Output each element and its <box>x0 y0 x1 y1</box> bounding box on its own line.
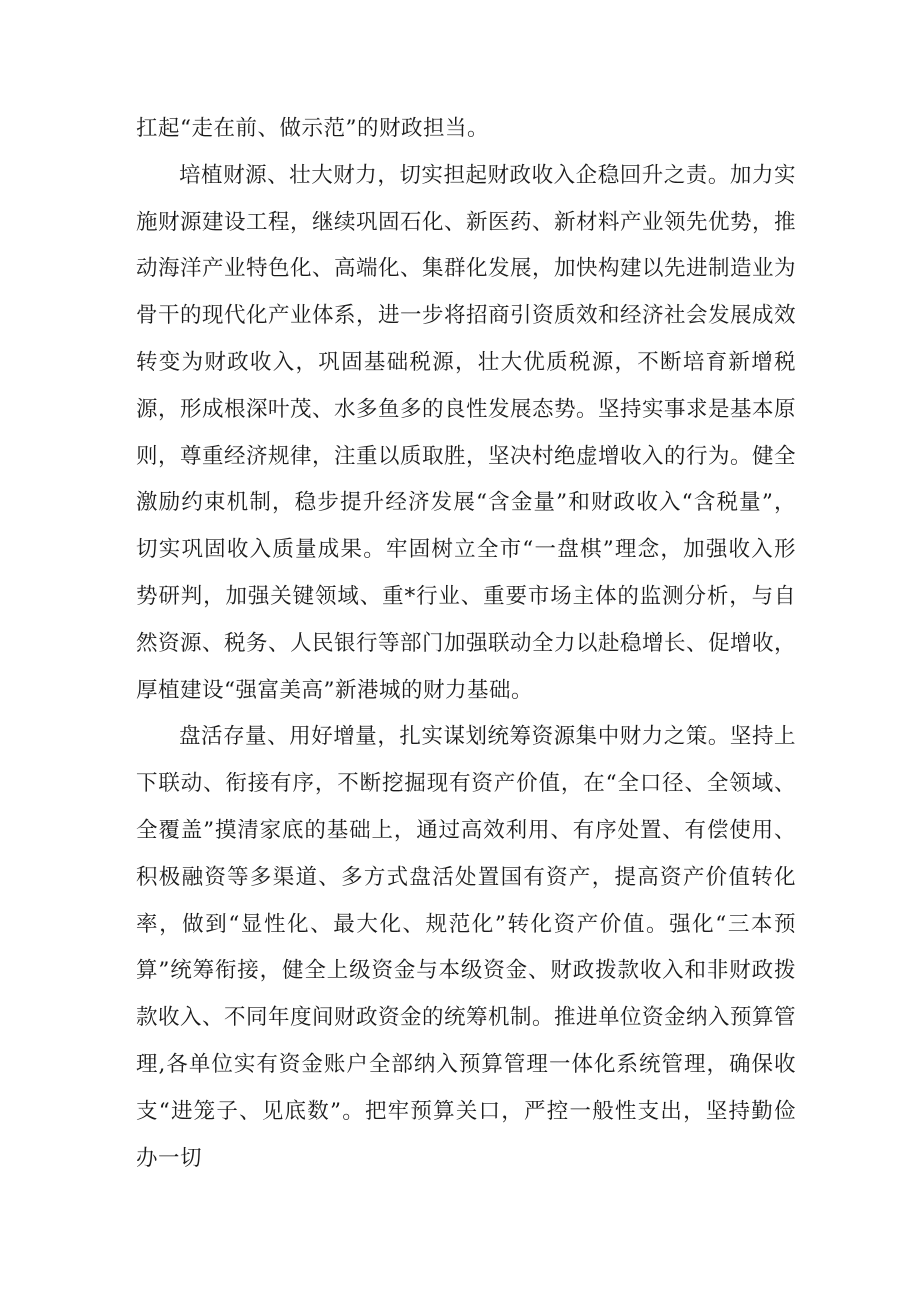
paragraph-1: 扛起“走在前、做示范”的财政担当。 <box>136 116 489 141</box>
document-body <box>136 106 796 1182</box>
paragraph-2: 培植财源、壮大财力，切实担起财政收入企稳回升之责。加力实施财源建设工程，继续巩固石化、新医药、新材料产业领先优势，推动海洋产业特色化、高端化、集群化发展，加快构建以先进制造业为骨干的现代化产业体系，进一步将招商引资质效和经济社会发展成效转变为财政收入，巩固基础税源，壮大优质税源，不断培育新增税源，形成根深叶茂、水多鱼多的良性发展态势。坚持实事求是基本原则，尊重经济规律，注重以质取胜，坚决村绝虚增收入的行为。健全激励约束机制，稳步提升经济发展“含金量”和财政收入“含税量”，切实巩固收入质量成果。牢固树立全市“一盘棋”理念，加强收入形势研判，加强关键领域、重*行业、重要市场主体的监测分析，与自然资源、税务、人民银行等部门加强联动全力以赴稳增长、促增收，厚植建设“强富美高”新港城的财力基础。 <box>136 162 797 703</box>
paragraph-3: 盘活存量、用好增量，扎实谋划统筹资源集中财力之策。坚持上下联动、衔接有序，不断挖掘现有资产价值，在“全口径、全领域、全覆盖”摸清家底的基础上，通过高效利用、有序处置、有偿使用、积极融资等多渠道、多方式盘活处置国有资产，提高资产价值转化率，做到“显性化、最大化、规范化”转化资产价值。强化“三本预算”统筹衔接，健全上级资金与本级资金、财政拨款收入和非财政拨款收入、不同年度间财政资金的统筹机制。推进单位资金纳入预算管理,各单位实有资金账户全部纳入预算管理一体化系统管理，确保收支“进笼子、见底数”。把牢预算关口，严控一般性支出，坚持勤俭办一切 <box>136 724 797 1171</box>
